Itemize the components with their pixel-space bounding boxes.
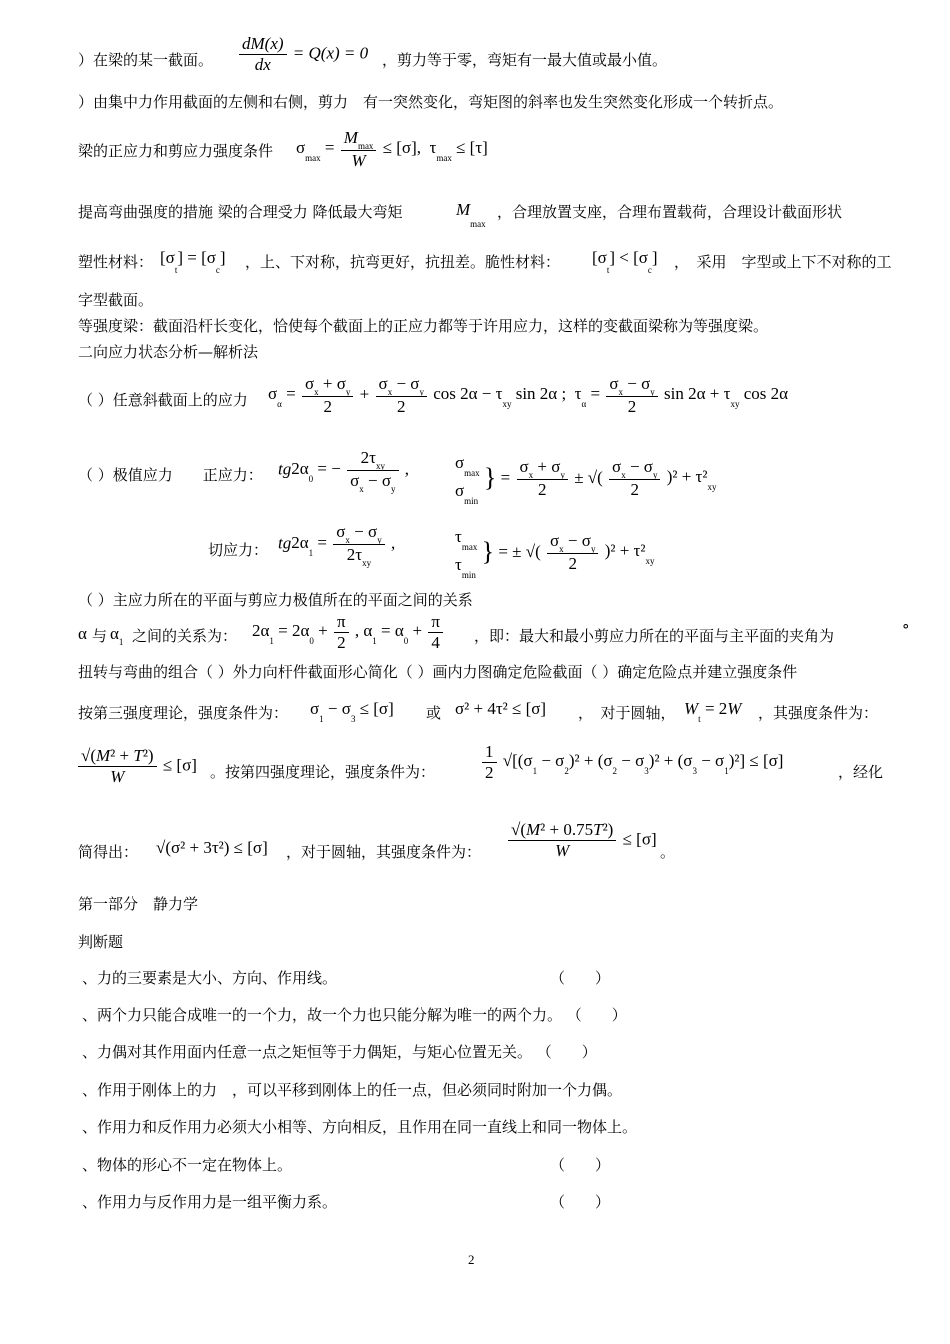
text-span: （ ）极值应力 正应力： — [78, 466, 263, 484]
question-6 — [82, 1155, 292, 1175]
text-line-15-mid — [578, 703, 676, 723]
text-line-4-suffix — [497, 202, 842, 222]
text-line-13a — [92, 626, 107, 646]
question-text: 、力偶对其作用面内任意一点之矩恒等于力偶矩，与矩心位置无关。 — [82, 1043, 533, 1061]
text-span: ， 采用 字型或上下不对称的工 — [674, 253, 892, 271]
formula-bending-strength: $\sigma_{max}$ = $\frac{M_{max}}{W}$ ≤ [σ], $\tau_{max} \le [\tau]$ — [296, 128, 488, 170]
answer-blank-6[interactable]: （ ） — [550, 1156, 611, 1174]
text-span: 之间的关系为： — [132, 627, 238, 645]
answer-blank-1[interactable]: （ ） — [550, 969, 611, 987]
text-line-2 — [78, 92, 783, 112]
question-text: 、作用于刚体上的力 ，可以平移到刚体上的任一点，但必须同时附加一个力偶。 — [82, 1081, 623, 1099]
text-span: （ ）任意斜截面上的应力 — [78, 391, 248, 409]
text-span: ，合理放置支座，合理布置载荷，合理设计截面形状 — [497, 203, 843, 221]
question-text: 、物体的形心不一定在物体上。 — [82, 1156, 293, 1174]
formula-oblique-stress: $\sigma_\alpha$ = $\frac{\sigma_x + \sigma_y}{2}$ + $\frac{\sigma_x - \sigma_y}{2}$ $\cos 2\alpha - \tau_{xy}$ sin 2α ; $\tau_\alpha$ = $\frac{\sigma_x - \sigma_y}{2}$ $\sin 2\alpha + \tau_{xy}$ cos 2α — [268, 374, 789, 416]
formula-extreme-shear: $\tau_{max}$ $\tau_{min}$ } = ± √( $\frac{\sigma_x - \sigma_y}{2}$ )$^2 + \tau^2_{xy}$ — [455, 527, 655, 580]
text-span: ）由集中力作用截面的左侧和右侧，剪力 有一突然变化，弯矩图的斜率也发生突然变化形成一个转折点。 — [78, 93, 784, 111]
text-span: 扭转与弯曲的组合（ ）外力向杆件截面形心简化（ ）画内力图确定危险截面（ ）确定危险点并建立强度条件 — [78, 663, 798, 681]
text-line-5-suffix — [674, 252, 892, 272]
text-line-9 — [78, 390, 248, 410]
text-span: 梁的正应力和剪应力强度条件 — [78, 142, 274, 160]
subsection-title: 判断题 — [78, 933, 124, 951]
text-line-13b — [132, 626, 237, 646]
text-line-5 — [78, 252, 153, 272]
question-text: 、两个力只能合成唯一的一个力，故一个力也只能分解为唯一的两个力。 — [82, 1006, 563, 1024]
text-span: 二向应力状态分析—解析法 — [78, 343, 259, 361]
degree-sign — [902, 620, 910, 640]
question-text: 、力的三要素是大小、方向、作用线。 — [82, 969, 338, 987]
text-span: ，上、下对称，抗弯更好，抗扭差。脆性材料： — [245, 253, 561, 271]
formula-shear-angle: $tg2\alpha_1$ = $\frac{\sigma_x - \sigma_y}{2\tau_{xy}}$ , — [278, 522, 396, 568]
text-line-6 — [78, 290, 153, 310]
text-line-5-mid — [245, 252, 560, 272]
text-span: 切应力： — [208, 541, 269, 559]
formula-fourth-circular: $\frac{\text{√(M² + 0.75T²)}}{W}$ ≤ [σ] — [506, 820, 657, 861]
question-1 — [82, 968, 337, 988]
text-span: 或 — [426, 704, 442, 722]
text-span: 字型截面。 — [78, 291, 154, 309]
text-line-12 — [78, 590, 473, 610]
text-line-1-suffix — [382, 50, 667, 70]
text-line-11 — [208, 540, 268, 560]
text-span: ，对于圆轴，其强度条件为： — [286, 843, 482, 861]
text-span: 简得出： — [78, 843, 139, 861]
text-line-17-suffix — [660, 842, 675, 862]
text-line-13-suffix — [474, 626, 834, 646]
question-text: 、作用力和反作用力必须大小相等、方向相反，且作用在同一直线上和同一物体上。 — [82, 1118, 638, 1136]
text-line-15-or — [426, 703, 441, 723]
formula-alpha1: $\alpha_1$ — [110, 624, 124, 647]
question-2 — [82, 1005, 627, 1025]
text-span: ，剪力等于零，弯矩有一最大值或最小值。 — [382, 51, 668, 69]
formula-principal-angle: $tg2\alpha_0$ = − $\frac{2\tau_{xy}}{\sigma_x - \sigma_y}$ , — [278, 448, 410, 494]
text-line-1 — [78, 50, 213, 70]
text-span: 提高弯曲强度的措施 梁的合理受力 降低最大弯矩 — [78, 203, 403, 221]
text-span: ，经化 — [838, 763, 884, 781]
text-span: 与 — [92, 627, 108, 645]
formula-principal-stress: $\sigma_{max}$ $\sigma_{min}$ } = $\frac{\sigma_x + \sigma_y}{2}$ ± √( $\frac{\sigma_x - \sigma_y}{2}$ )$^2 + \tau^2_{xy}$ — [455, 453, 717, 506]
question-4 — [82, 1080, 622, 1100]
text-span: ，即：最大和最小剪应力所在的平面与主平面的夹角为 — [474, 627, 835, 645]
formula-third-theory: $\sigma_1 - \sigma_3 \le [\sigma]$ — [310, 699, 394, 724]
formula-third-theory-alt: σ² + 4τ² ≤ [σ] — [455, 699, 547, 718]
text-line-17-mid — [286, 842, 481, 862]
text-span: ° — [902, 621, 910, 639]
answer-blank-2[interactable]: （ ） — [566, 1006, 627, 1024]
formula-wt: $W_t = 2W$ — [684, 699, 742, 724]
text-span: （ ）主应力所在的平面与剪应力极值所在的平面之间的关系 — [78, 591, 473, 609]
page-number: 2 — [468, 1252, 475, 1267]
text-line-8 — [78, 342, 258, 362]
question-text: 、作用力与反作用力是一组平衡力系。 — [82, 1193, 338, 1211]
formula-fourth-theory: $\frac{1}{2}$ $√[(\sigma_1 - \sigma_2)^2 + (\sigma_2 - \sigma_3)^2 + (\sigma_3 - \sigma_1)^2] \le [\sigma]$ — [480, 742, 783, 783]
text-line-4 — [78, 202, 403, 222]
question-3 — [82, 1042, 597, 1062]
formula-alpha-symbols: α — [78, 624, 87, 643]
text-span: 按第三强度理论，强度条件为： — [78, 704, 289, 722]
text-span: 。 — [660, 843, 676, 861]
formula-third-circular: $\frac{\text{√(M² + T²)}}{W}$ ≤ [σ] — [76, 746, 197, 787]
formula-shear-zero: $\frac{dM(x)}{dx}$ = Q(x) = 0 — [237, 34, 368, 75]
answer-blank-7[interactable]: （ ） — [550, 1193, 611, 1211]
section-title: 第一部分 静力学 — [78, 895, 199, 913]
formula-brittle: $[\sigma_t] < [\sigma_c]$ — [592, 248, 658, 275]
question-7 — [82, 1192, 337, 1212]
answer-blank-3[interactable]: （ ） — [536, 1043, 597, 1061]
text-line-10 — [78, 465, 263, 485]
text-line-16-mid — [210, 762, 435, 782]
text-line-3 — [78, 141, 273, 161]
text-span: 等强度梁：截面沿杆长变化，恰使每个截面上的正应力都等于许用应力，这样的变截面梁称为等强度梁。 — [78, 317, 769, 335]
formula-fourth-simplified: √(σ² + 3τ²) ≤ [σ] — [156, 838, 268, 857]
text-line-7 — [78, 316, 768, 336]
formula-plastic: $[\sigma_t] = [\sigma_c]$ — [160, 248, 226, 275]
text-span: ，其强度条件为： — [758, 704, 879, 722]
text-line-15-suffix — [758, 703, 878, 723]
text-line-16-suffix — [838, 762, 883, 782]
formula-angle-relation: $2\alpha_1 = 2\alpha_0$ + $\frac{\pi}{2}$ , $\alpha_1 = \alpha_0$ + $\frac{\pi}{4}$ — [252, 612, 445, 653]
text-span: ）在梁的某一截面。 — [78, 51, 214, 69]
text-span: 塑性材料： — [78, 253, 154, 271]
text-line-15 — [78, 703, 288, 723]
question-5 — [82, 1117, 637, 1137]
text-span: 。按第四强度理论，强度条件为： — [210, 763, 436, 781]
text-line-17 — [78, 842, 138, 862]
text-line-14 — [78, 662, 797, 682]
formula-mmax: $M_{max}$ — [456, 200, 486, 229]
text-span: ， 对于圆轴， — [578, 704, 676, 722]
